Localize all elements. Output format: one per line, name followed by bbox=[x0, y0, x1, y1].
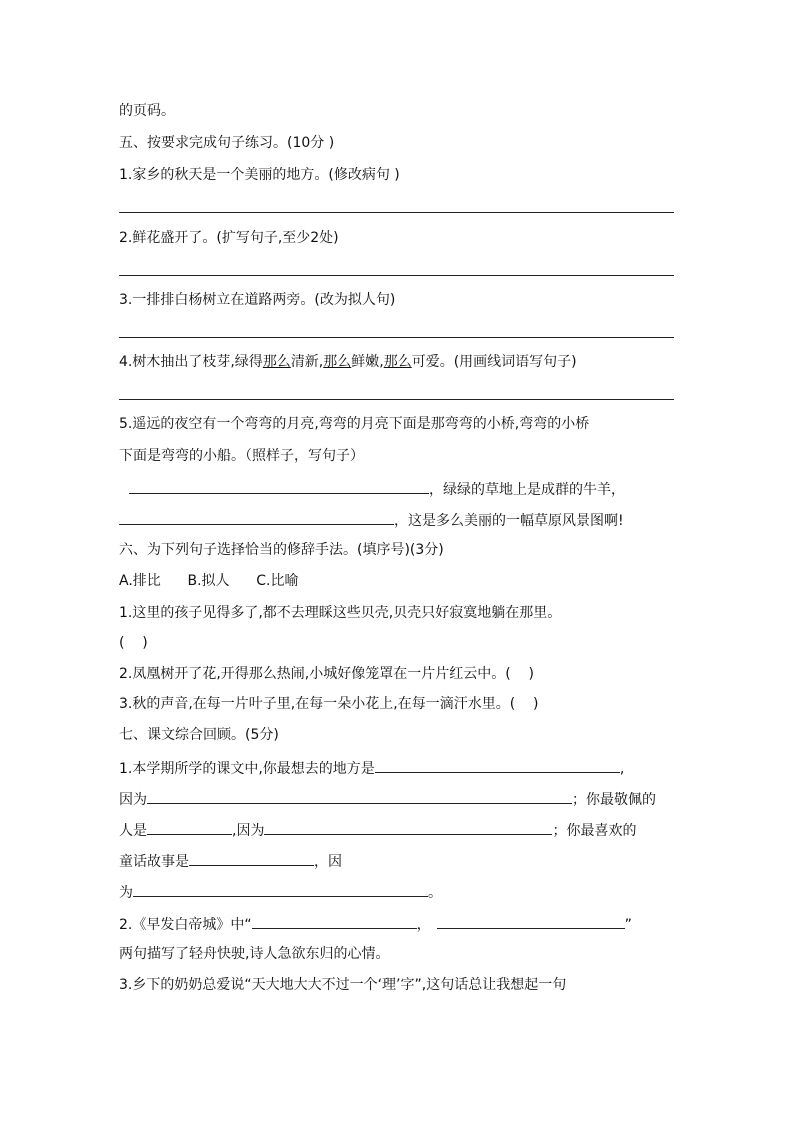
section-5-title: 五、按要求完成句子练习。(10分 ) bbox=[119, 135, 335, 151]
fill-blank[interactable] bbox=[147, 819, 232, 835]
s7-question-1-line-4 bbox=[119, 850, 342, 872]
s7-question-1-line-1 bbox=[119, 757, 624, 779]
fill-blank[interactable] bbox=[147, 788, 572, 804]
underlined-word: 那么 bbox=[383, 354, 412, 370]
s5-q4-text: 4.树木抽出了枝芽,绿得 bbox=[119, 354, 263, 370]
s5-question-5-line-4 bbox=[119, 509, 624, 531]
s7-question-1-line-2 bbox=[119, 788, 656, 810]
s7-q2-text: ” bbox=[624, 917, 632, 933]
s5-q5-text: ，这是多么美丽的一幅草原风景图啊! bbox=[394, 513, 624, 529]
s6-question-2: 2.凤凰树开了花,开得那么热闹,小城好像笼罩在一片片红云中。( ) bbox=[119, 666, 534, 682]
s7-q1-text: 。 bbox=[428, 885, 442, 901]
fill-blank[interactable] bbox=[119, 509, 394, 525]
s5-question-3: 3.一排排白杨树立在道路两旁。(改为拟人句) bbox=[119, 292, 396, 308]
s7-q1-text: 因为 bbox=[119, 792, 147, 808]
s5-q4-text: 清新, bbox=[290, 354, 324, 370]
s5-question-5-line-2: 下面是弯弯的小船。（照样子，写句子） bbox=[119, 448, 364, 464]
answer-line[interactable] bbox=[119, 399, 674, 400]
fill-blank[interactable] bbox=[133, 881, 428, 897]
fill-blank[interactable] bbox=[437, 913, 625, 929]
s6-question-1-answer[interactable]: ( ) bbox=[119, 635, 148, 651]
answer-line[interactable] bbox=[119, 337, 674, 338]
s7-q1-text: ，因 bbox=[314, 854, 342, 870]
s7-q1-text: ,因为 bbox=[232, 823, 265, 839]
fill-blank[interactable] bbox=[264, 819, 552, 835]
continued-text: 的页码。 bbox=[119, 103, 175, 119]
s7-q2-text: 2.《早发白帝城》中“ bbox=[119, 917, 252, 933]
s6-question-1: 1.这里的孩子见得多了,都不去理睬这些贝壳,贝壳只好寂寞地躺在那里。 bbox=[119, 605, 562, 621]
s6-options: A.排比 B.拟人 C.比喻 bbox=[119, 573, 299, 589]
fill-blank[interactable] bbox=[252, 913, 417, 929]
s5-question-4 bbox=[119, 352, 577, 372]
s7-question-3: 3.乡下的奶奶总爱说“天大地大大不过一个‘理’字”,这句话总让我想起一句 bbox=[119, 977, 567, 993]
s7-question-1-line-3 bbox=[119, 819, 636, 841]
s7-q1-text: , bbox=[619, 761, 625, 777]
s7-q2-text: ， bbox=[416, 917, 431, 933]
fill-blank[interactable] bbox=[129, 478, 429, 494]
answer-line[interactable] bbox=[119, 275, 674, 276]
s7-question-2-line-2: 两句描写了轻舟快驶,诗人急欲东归的心情。 bbox=[119, 946, 390, 962]
s7-q1-text: ；你最敬佩的 bbox=[572, 792, 656, 808]
s5-question-5-line-1: 5.遥远的夜空有一个弯弯的月亮,弯弯的月亮下面是那弯弯的小桥,弯弯的小桥 bbox=[119, 416, 590, 432]
fill-blank[interactable] bbox=[375, 757, 620, 773]
section-7-title: 七、课文综合回顾。(5分) bbox=[119, 727, 279, 743]
answer-line[interactable] bbox=[119, 212, 674, 213]
fill-blank[interactable] bbox=[189, 850, 314, 866]
underlined-word: 那么 bbox=[262, 354, 291, 370]
underlined-word: 那么 bbox=[323, 354, 352, 370]
s5-q4-text: 鲜嫩, bbox=[351, 354, 384, 370]
s7-q1-text: 为 bbox=[119, 885, 133, 901]
s7-question-2-line-1 bbox=[119, 913, 632, 935]
s5-question-2: 2.鲜花盛开了。(扩写句子,至少2处) bbox=[119, 230, 339, 246]
s7-question-1-line-5 bbox=[119, 881, 442, 903]
s7-q1-text: ；你最喜欢的 bbox=[552, 823, 637, 839]
s7-q1-text: 童话故事是 bbox=[119, 854, 189, 870]
s6-question-3: 3.秋的声音,在每一片叶子里,在每一朵小花上,在每一滴汗水里。( ) bbox=[119, 696, 539, 712]
s5-question-5-line-3 bbox=[119, 478, 625, 500]
s5-q5-text: ，绿绿的草地上是成群的牛羊， bbox=[429, 482, 625, 498]
section-6-title: 六、为下列句子选择恰当的修辞手法。(填序号)(3分) bbox=[119, 542, 444, 558]
s7-q1-text: 1.本学期所学的课文中,你最想去的地方是 bbox=[119, 761, 375, 777]
s7-q1-text: 人是 bbox=[119, 823, 147, 839]
s5-question-1: 1.家乡的秋天是一个美丽的地方。(修改病句 ) bbox=[119, 167, 400, 183]
s5-q4-text: 可爱。(用画线词语写句子) bbox=[411, 354, 577, 370]
